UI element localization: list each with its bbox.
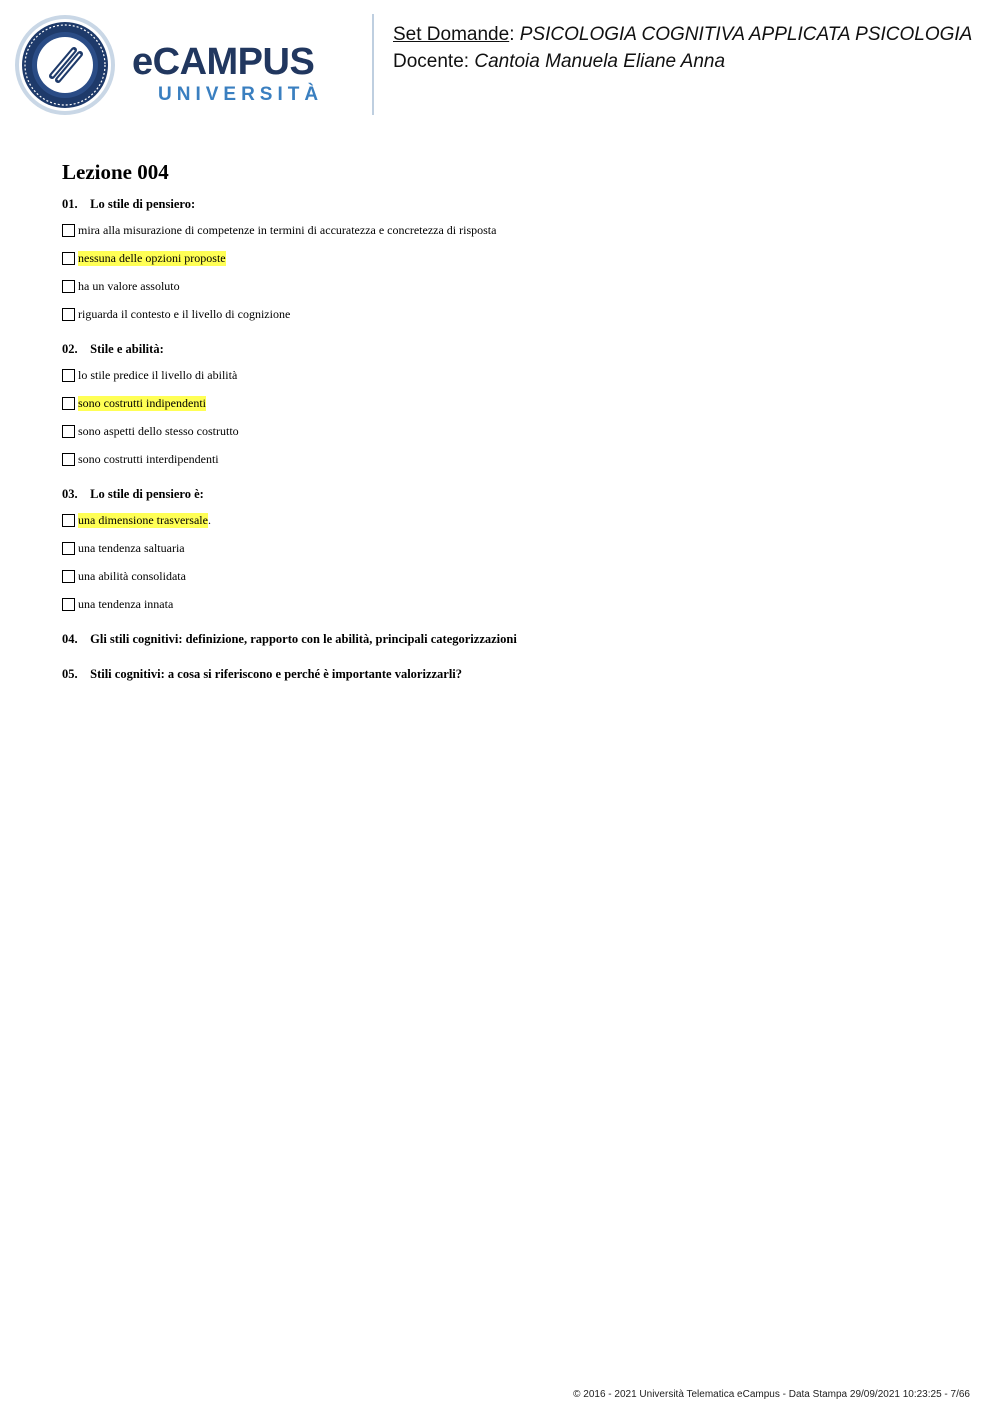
question-item	[62, 486, 942, 613]
question-title	[62, 196, 942, 213]
answer-checkbox[interactable]	[62, 397, 75, 410]
ecampus-seal-logo-icon	[14, 14, 116, 116]
question-number: 04.	[62, 632, 78, 646]
answer-checkbox[interactable]	[62, 425, 75, 438]
answer-checkbox[interactable]	[62, 308, 75, 321]
answer-option[interactable]	[62, 221, 942, 239]
answer-checkbox[interactable]	[62, 598, 75, 611]
answer-text: riguarda il contesto e il livello di cognizione	[78, 306, 291, 321]
answer-option[interactable]	[62, 394, 942, 412]
answer-text: ha un valore assoluto	[78, 278, 180, 293]
answer-checkbox[interactable]	[62, 369, 75, 382]
question-number: 05.	[62, 667, 78, 681]
ecampus-wordmark	[132, 42, 362, 112]
question-text: Stili cognitivi: a cosa si riferiscono e perché è importante valorizzarli?	[90, 667, 463, 681]
answer-text: una abilità consolidata	[78, 568, 186, 583]
question-item-open	[62, 631, 942, 648]
question-list	[62, 196, 942, 701]
answer-text-highlighted: nessuna delle opzioni proposte	[78, 250, 226, 265]
question-title	[62, 631, 942, 648]
answer-text: sono aspetti dello stesso costrutto	[78, 423, 239, 438]
answer-text-highlighted: sono costrutti indipendenti	[78, 395, 206, 410]
answer-checkbox[interactable]	[62, 570, 75, 583]
set-label: Set Domande	[393, 24, 510, 45]
teacher-line: Docente: Cantoia Manuela Eliane Anna	[393, 51, 726, 72]
page-footer: © 2016 - 2021 Università Telematica eCampus - Data Stampa 29/09/2021 10:23:25 - 7/66	[573, 1389, 970, 1400]
question-title	[62, 486, 942, 503]
question-item	[62, 341, 942, 468]
answer-text: una tendenza innata	[78, 596, 174, 611]
answer-checkbox[interactable]	[62, 224, 75, 237]
set-line: Set Domande: PSICOLOGIA COGNITIVA APPLICATA PSICOLOGIA	[393, 24, 973, 45]
answer-option[interactable]	[62, 422, 942, 440]
answer-option[interactable]	[62, 511, 942, 529]
answer-option[interactable]	[62, 595, 942, 613]
answer-text-highlighted: una dimensione trasversale	[78, 512, 208, 527]
answer-option[interactable]	[62, 277, 942, 295]
question-number: 02.	[62, 342, 78, 356]
logo-brand-text: eCAMPUS	[132, 41, 315, 83]
logo-sub-text: UNIVERSITÀ	[158, 84, 324, 105]
answer-option[interactable]	[62, 366, 942, 384]
header-divider	[372, 14, 374, 115]
answer-checkbox[interactable]	[62, 252, 75, 265]
answer-checkbox[interactable]	[62, 280, 75, 293]
answer-text: sono costrutti interdipendenti	[78, 451, 219, 466]
answer-option[interactable]	[62, 450, 942, 468]
answer-option[interactable]	[62, 539, 942, 557]
answer-text: lo stile predice il livello di abilità	[78, 367, 238, 382]
header-info	[393, 21, 983, 75]
page-header	[0, 0, 1000, 130]
teacher-label: Docente	[393, 51, 464, 72]
question-text: Gli stili cognitivi: definizione, rapporto con le abilità, principali categorizzazioni	[90, 632, 517, 646]
question-text: Lo stile di pensiero:	[90, 197, 196, 211]
answer-text: una tendenza saltuaria	[78, 540, 185, 555]
question-number: 03.	[62, 487, 78, 501]
question-title	[62, 341, 942, 358]
answer-text-suffix: .	[207, 512, 211, 527]
answer-option[interactable]	[62, 249, 942, 267]
question-item	[62, 196, 942, 323]
answer-option[interactable]	[62, 567, 942, 585]
lesson-title: Lezione 004	[62, 160, 169, 184]
question-title	[62, 666, 942, 683]
question-item-open	[62, 666, 942, 683]
question-number: 01.	[62, 197, 78, 211]
answer-checkbox[interactable]	[62, 542, 75, 555]
answer-text: mira alla misurazione di competenze in termini di accuratezza e concretezza di risposta	[78, 222, 497, 237]
set-value: PSICOLOGIA COGNITIVA APPLICATA PSICOLOGIA	[519, 24, 973, 45]
teacher-value: Cantoia Manuela Eliane Anna	[474, 51, 726, 72]
answer-checkbox[interactable]	[62, 453, 75, 466]
question-text: Stile e abilità:	[90, 342, 164, 356]
question-text: Lo stile di pensiero è:	[90, 487, 204, 501]
answer-checkbox[interactable]	[62, 514, 75, 527]
answer-option[interactable]	[62, 305, 942, 323]
